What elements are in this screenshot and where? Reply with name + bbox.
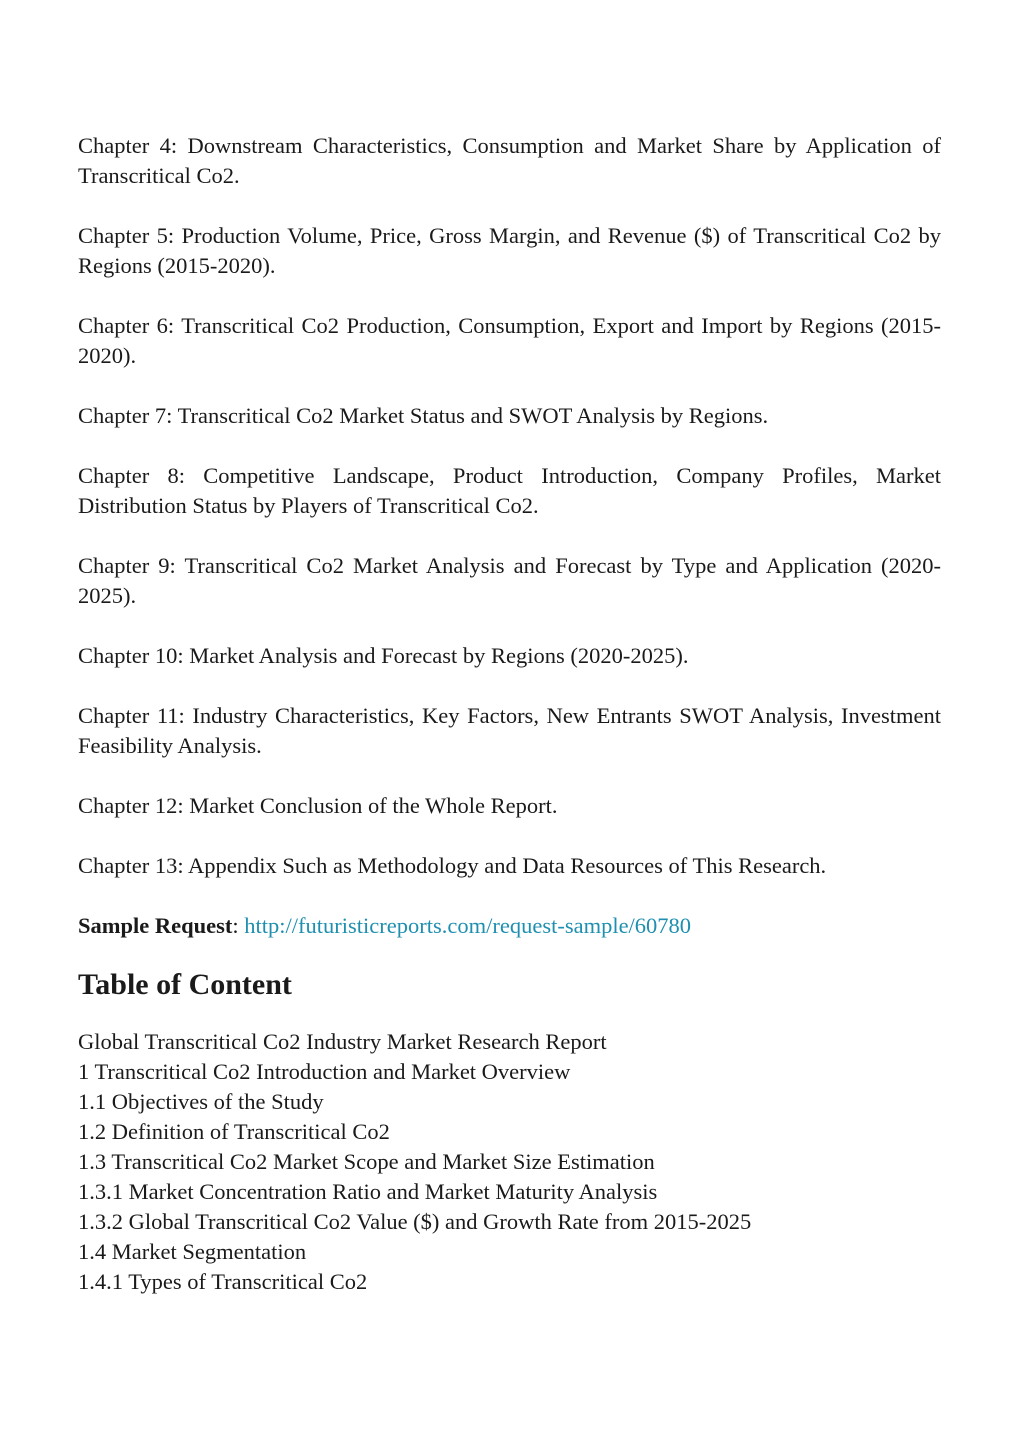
toc-list — [78, 1027, 941, 1297]
chapter-paragraph: Chapter 6: Transcritical Co2 Production, Consumption, Export and Import by Regions (2015-2020). — [78, 313, 941, 368]
toc-item: 1.4 Market Segmentation — [78, 1239, 307, 1264]
chapter-paragraph: Chapter 5: Production Volume, Price, Gross Margin, and Revenue ($) of Transcritical Co2 by Regions (2015-2020). — [78, 223, 941, 278]
toc-heading: Table of Content — [78, 968, 292, 1001]
chapter-paragraph: Chapter 4: Downstream Characteristics, Consumption and Market Share by Application of Transcritical Co2. — [78, 133, 941, 188]
toc-item: 1.3.1 Market Concentration Ratio and Market Maturity Analysis — [78, 1179, 658, 1204]
toc-item: 1.1 Objectives of the Study — [78, 1089, 324, 1114]
chapter-paragraph: Chapter 11: Industry Characteristics, Key Factors, New Entrants SWOT Analysis, Investment Feasibility Analysis. — [78, 703, 941, 758]
sample-request-link[interactable]: http://futuristicreports.com/request-sample/60780 — [244, 913, 692, 938]
chapter-paragraph: Chapter 7: Transcritical Co2 Market Status and SWOT Analysis by Regions. — [78, 403, 769, 428]
sample-request-line — [78, 911, 941, 941]
toc-item: 1.2 Definition of Transcritical Co2 — [78, 1119, 390, 1144]
chapter-paragraph: Chapter 8: Competitive Landscape, Product Introduction, Company Profiles, Market Distribution Status by Players of Transcritical Co2. — [78, 463, 941, 518]
sample-request-label: Sample Request — [78, 913, 233, 938]
toc-item: 1.3.2 Global Transcritical Co2 Value ($) and Growth Rate from 2015-2025 — [78, 1209, 752, 1234]
chapter-paragraph: Chapter 13: Appendix Such as Methodology and Data Resources of This Research. — [78, 853, 827, 878]
chapter-paragraph: Chapter 12: Market Conclusion of the Whole Report. — [78, 793, 558, 818]
document-page — [78, 131, 941, 1297]
chapter-paragraph: Chapter 10: Market Analysis and Forecast by Regions (2020-2025). — [78, 643, 689, 668]
toc-item: 1.3 Transcritical Co2 Market Scope and Market Size Estimation — [78, 1149, 655, 1174]
toc-item: Global Transcritical Co2 Industry Market Research Report — [78, 1029, 607, 1054]
toc-item: 1.4.1 Types of Transcritical Co2 — [78, 1269, 368, 1294]
sample-request-separator: : — [232, 913, 245, 938]
toc-item: 1 Transcritical Co2 Introduction and Market Overview — [78, 1059, 571, 1084]
chapter-paragraph: Chapter 9: Transcritical Co2 Market Analysis and Forecast by Type and Application (2020-2025). — [78, 553, 941, 608]
